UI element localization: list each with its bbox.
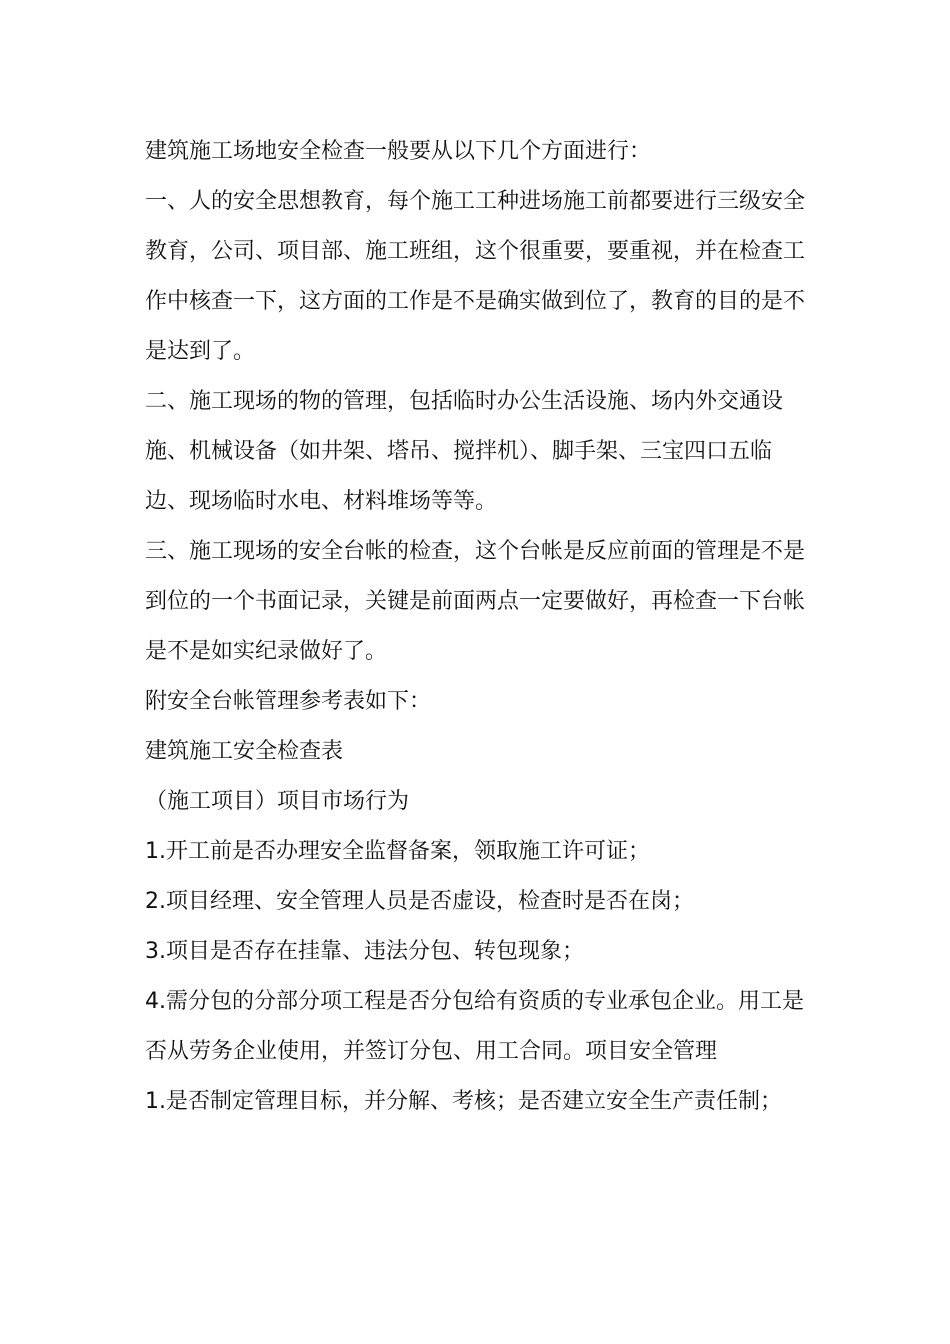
intro-paragraph: 建筑施工场地安全检查一般要从以下几个方面进行： <box>145 139 652 164</box>
checklist-item: 4.需分包的分部分项工程是否分包给有资质的专业承包企业。用工是否从劳务企业使用，并签订分包、用工合同。项目安全管理 <box>145 989 804 1064</box>
document-body <box>145 127 805 1127</box>
checklist-title: 建筑施工安全检查表 <box>145 739 344 764</box>
section-1-paragraph: 一、人的安全思想教育，每个施工工种进场施工前都要进行三级安全教育，公司、项目部、施工班组，这个很重要，要重视，并在检查工作中核查一下，这方面的工作是不是确实做到位了，教育的目的是不是达到了。 <box>145 189 806 364</box>
checklist-section-heading: （施工项目）项目市场行为 <box>145 789 410 814</box>
checklist-item: 1.是否制定管理目标，并分解、考核；是否建立安全生产责任制； <box>145 1089 782 1114</box>
section-3-paragraph: 三、施工现场的安全台帐的检查，这个台帐是反应前面的管理是不是到位的一个书面记录，关键是前面两点一定要做好，再检查一下台帐是不是如实纪录做好了。 <box>145 539 806 664</box>
section-2-paragraph: 二、施工现场的物的管理，包括临时办公生活设施、场内外交通设施、机械设备（如井架、塔吊、搅拌机）、脚手架、三宝四口五临边、现场临时水电、材料堆场等等。 <box>145 389 784 514</box>
checklist-item: 3.项目是否存在挂靠、违法分包、转包现象； <box>145 939 584 964</box>
checklist-item: 1.开工前是否办理安全监督备案，领取施工许可证； <box>145 839 650 864</box>
appendix-intro: 附安全台帐管理参考表如下： <box>145 689 432 714</box>
checklist-item: 2.项目经理、安全管理人员是否虚设，检查时是否在岗； <box>145 889 694 914</box>
